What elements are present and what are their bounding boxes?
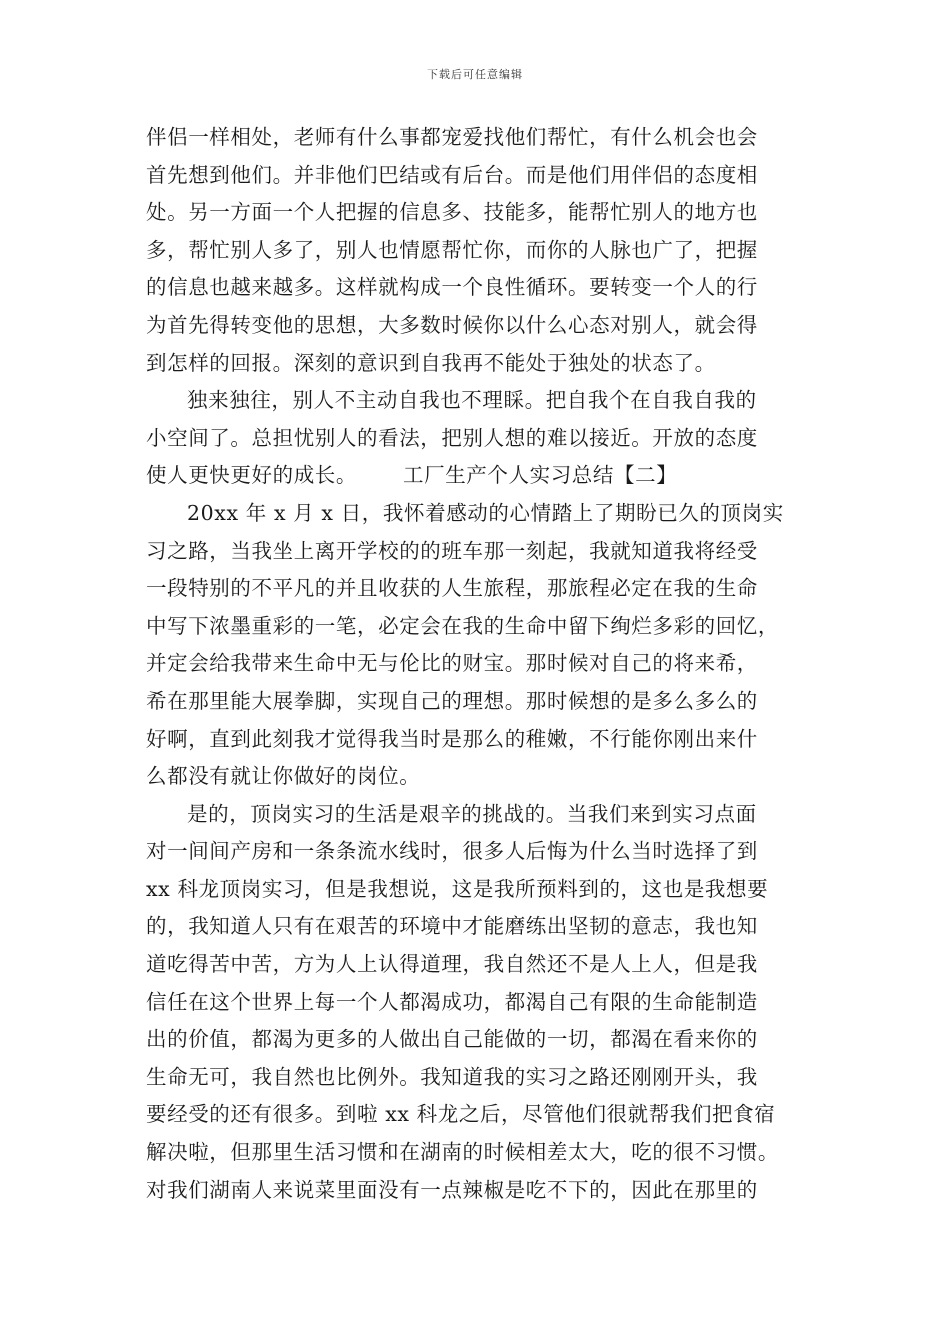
text-line: 生命无可，我自然也比例外。我知道我的实习之路还刚刚开头，我 (146, 1064, 758, 1089)
text-line: 伴侣一样相处，老师有什么事都宠爱找他们帮忙，有什么机会也会 (146, 125, 758, 149)
text-line: 首先想到他们。并非他们巴结或有后台。而是他们用伴侣的态度相 (146, 162, 758, 187)
section-heading: 工厂生产个人实习总结【二】 (403, 463, 678, 488)
text-line: 希在那里能大展拳脚，实现自己的理想。那时候想的是多么多么的 (146, 688, 758, 713)
text-line: 的，我知道人只有在艰苦的环境中才能磨练出坚韧的意志，我也知 (146, 914, 758, 939)
text-line: 对我们湖南人来说菜里面没有一点辣椒是吃不下的，因此在那里的 (146, 1177, 758, 1202)
paragraph-start-line: 是的，顶岗实习的生活是艰辛的挑战的。当我们来到实习点面 (187, 801, 757, 826)
text-line: 一段特别的不平凡的并且收获的人生旅程，那旅程必定在我的生命 (146, 576, 758, 601)
text-line: 好啊，直到此刻我才觉得我当时是那么的稚嫩，不行能你刚出来什 (146, 726, 758, 751)
text-line: 中写下浓墨重彩的一笔，必定会在我的生命中留下绚烂多彩的回忆， (146, 613, 779, 638)
text-line: xx 科龙顶岗实习，但是我想说，这是我所预料到的，这也是我想要 (146, 876, 769, 901)
text-line: 习之路，当我坐上离开学校的的班车那一刻起，我就知道我将经受 (146, 538, 758, 563)
text-line: 道吃得苦中苦，方为人上认得道理，我自然还不是人上人，但是我 (146, 952, 758, 977)
text-line: 么都没有就让你做好的岗位。 (146, 764, 421, 789)
text-line: 要经受的还有很多。到啦 xx 科龙之后，尽管他们很就帮我们把食宿 (146, 1102, 776, 1127)
text-line: 的信息也越来越多。这样就构成一个良性循环。要转变一个人的行 (146, 275, 758, 300)
text-line: 并定会给我带来生命中无与伦比的财宝。那时候对自己的将来希， (146, 651, 758, 676)
text-line: 对一间间产房和一条条流水线时，很多人后悔为什么当时选择了到 (146, 839, 758, 864)
text-line-with-heading (146, 457, 826, 495)
document-body (146, 119, 826, 1209)
text-line: 出的价值，都渴为更多的人做出自己能做的一切，都渴在看来你的 (146, 1027, 758, 1052)
page-header: 下载后可任意编辑 (427, 68, 523, 81)
text-line: 多，帮忙别人多了，别人也情愿帮忙你，而你的人脉也广了，把握 (146, 237, 758, 262)
text-line: 处。另一方面一个人把握的信息多、技能多，能帮忙别人的地方也 (146, 200, 758, 225)
text-fragment: 使人更快更好的成长。 (146, 463, 357, 488)
text-line: 信任在这个世界上每一个人都渴成功，都渴自己有限的生命能制造 (146, 989, 758, 1014)
text-line: 为首先得转变他的思想，大多数时候你以什么心态对别人，就会得 (146, 312, 758, 337)
paragraph-start-line: 独来独往，别人不主动自我也不理睬。把自我个在自我自我的 (187, 388, 757, 413)
text-line: 到怎样的回报。深刻的意识到自我再不能处于独处的状态了。 (146, 350, 716, 375)
paragraph-start-line: 20xx 年 x 月 x 日，我怀着感动的心情踏上了期盼已久的顶岗实 (187, 500, 784, 525)
text-line: 解决啦，但那里生活习惯和在湖南的时候相差太大，吃的很不习惯。 (146, 1140, 779, 1165)
text-line: 小空间了。总担忧别人的看法，把别人想的难以接近。开放的态度 (146, 425, 758, 450)
